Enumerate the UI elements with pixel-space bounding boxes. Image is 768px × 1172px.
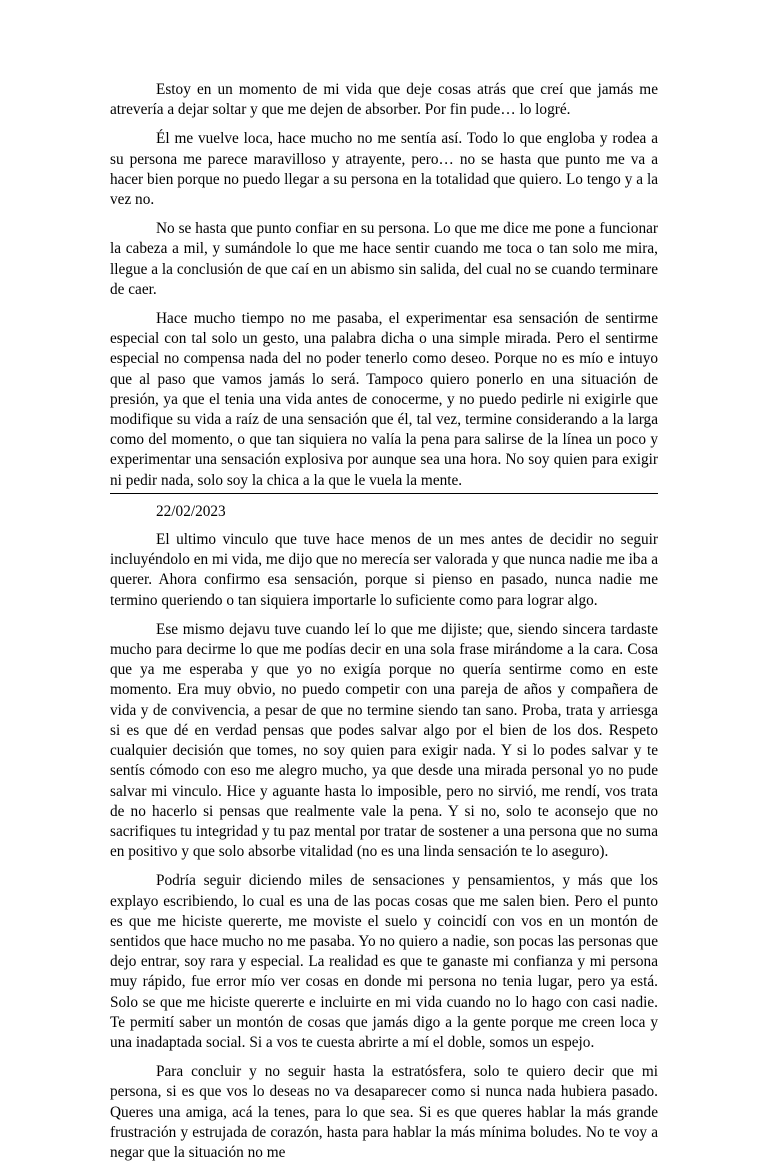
paragraph: Estoy en un momento de mi vida que deje cosas atrás que creí que jamás me atrevería a dejar soltar y que me dejen de absorber. Por fin pude… lo logré.	[110, 81, 658, 119]
paragraph: Ese mismo dejavu tuve cuando leí lo que me dijiste; que, siendo sincera tardaste mucho para decirme lo que me podías decir en una sola frase mirándome a la cara. Cosa que ya me esperaba y que yo no exigía porque no quería sentirme como en este momento. Era muy obvio, no puedo competir con una pareja de años y compañera de vida y de convivencia, a pesar de que no termine siendo tan sano. Proba, trata y arriesga si es que dé en verdad pensas que podes salvar algo por el bien de los dos. Respeto cualquier decisión que tomes, no soy quien para exigir nada. Y si lo podes salvar y te sentís cómodo con eso me alegro mucho, ya que desde una mirada personal yo no pude salvar mi vinculo. Hice y aguante hasta lo imposible, pero no sirvió, me rendí, vos trata de no hacerlo si pensas que realmente vale la pena. Y si no, solo te aconsejo que no sacrifiques tu integridad y tu paz mental por tratar de sostener a una persona que no suma en positivo y que solo absorbe vitalidad (no es una linda sensación te lo aseguro).	[110, 620, 658, 861]
entry-date: 22/02/2023	[156, 502, 226, 520]
document-page	[110, 80, 658, 1172]
paragraph: Podría seguir diciendo miles de sensaciones y pensamientos, y más que los explayo escribiendo, lo cual es una de las pocas cosas que me salen bien. Pero el punto es que me hiciste quererte, me moviste el suelo y coincidí con vos en un montón de sentidos que hace mucho no me pasaba. Yo no quiero a nadie, son pocas las personas que dejo entrar, soy rara y especial. La realidad es que te ganaste mi confianza y mi persona muy rápido, fue error mío ver cosas en donde mi persona no tenia lugar, pero ya está. Solo se que me hiciste quererte e incluirte en mi vida cuando no lo hago con casi nadie. Te permití saber un montón de cosas que jamás digo a la gente porque me creen loca y una inadaptada social. Si a vos te cuesta abrirte a mí el doble, somos un espejo.	[110, 872, 658, 1051]
paragraph: Para concluir y no seguir hasta la estratósfera, solo te quiero decir que mi persona, si es que vos lo deseas no va desaparecer como si nunca nada hubiera pasado. Queres una amiga, acá la tenes, para lo que sea. Si es que queres hablar la más grande frustración y estrujada de corazón, hasta para hablar la más mínima boludes. No te voy a negar que la situación no me	[110, 1063, 658, 1161]
paragraph: Hace mucho tiempo no me pasaba, el experimentar esa sensación de sentirme especial con tal solo un gesto, una palabra dicha o una simple mirada. Pero el sentirme especial no compensa nada del no poder tenerlo como deseo. Porque no es mío e intuyo que al paso que vamos jamás lo será. Tampoco quiero ponerlo en una situación de presión, ya que el tenia una vida antes de conocerme, y no puedo pedirle ni exigirle que modifique su vida a raíz de una sensación que él, tal vez, termine considerando a la larga como del momento, o que tan siquiera no valía la pena para salirse de la línea un poco y experimentar una sensación explosiva por aunque sea una hora. No soy quien para exigir ni pedir nada, solo soy la chica a la que le vuela la mente.	[110, 310, 658, 489]
paragraph: No se hasta que punto confiar en su persona. Lo que me dice me pone a funcionar la cabeza a mil, y sumándole lo que me hace sentir cuando me toca o tan solo me mira, llegue a la conclusión de que caí en un abismo sin salida, del cual no se cuando terminare de caer.	[110, 220, 658, 298]
section-divider	[110, 493, 658, 494]
paragraph: El ultimo vinculo que tuve hace menos de un mes antes de decidir no seguir incluyéndolo en mi vida, me dijo que no merecía ser valorada y que nunca nadie me iba a querer. Ahora confirmo esa sensación, porque si pienso en pasado, nunca nadie me termino queriendo o tan siquiera importarle lo suficiente como para lograr algo.	[110, 531, 658, 609]
paragraph: Él me vuelve loca, hace mucho no me sentía así. Todo lo que engloba y rodea a su persona me parece maravilloso y atrayente, pero… no se hasta que punto me va a hacer bien porque no puedo llegar a su persona en la totalidad que quiero. Lo tengo y a la vez no.	[110, 130, 658, 209]
